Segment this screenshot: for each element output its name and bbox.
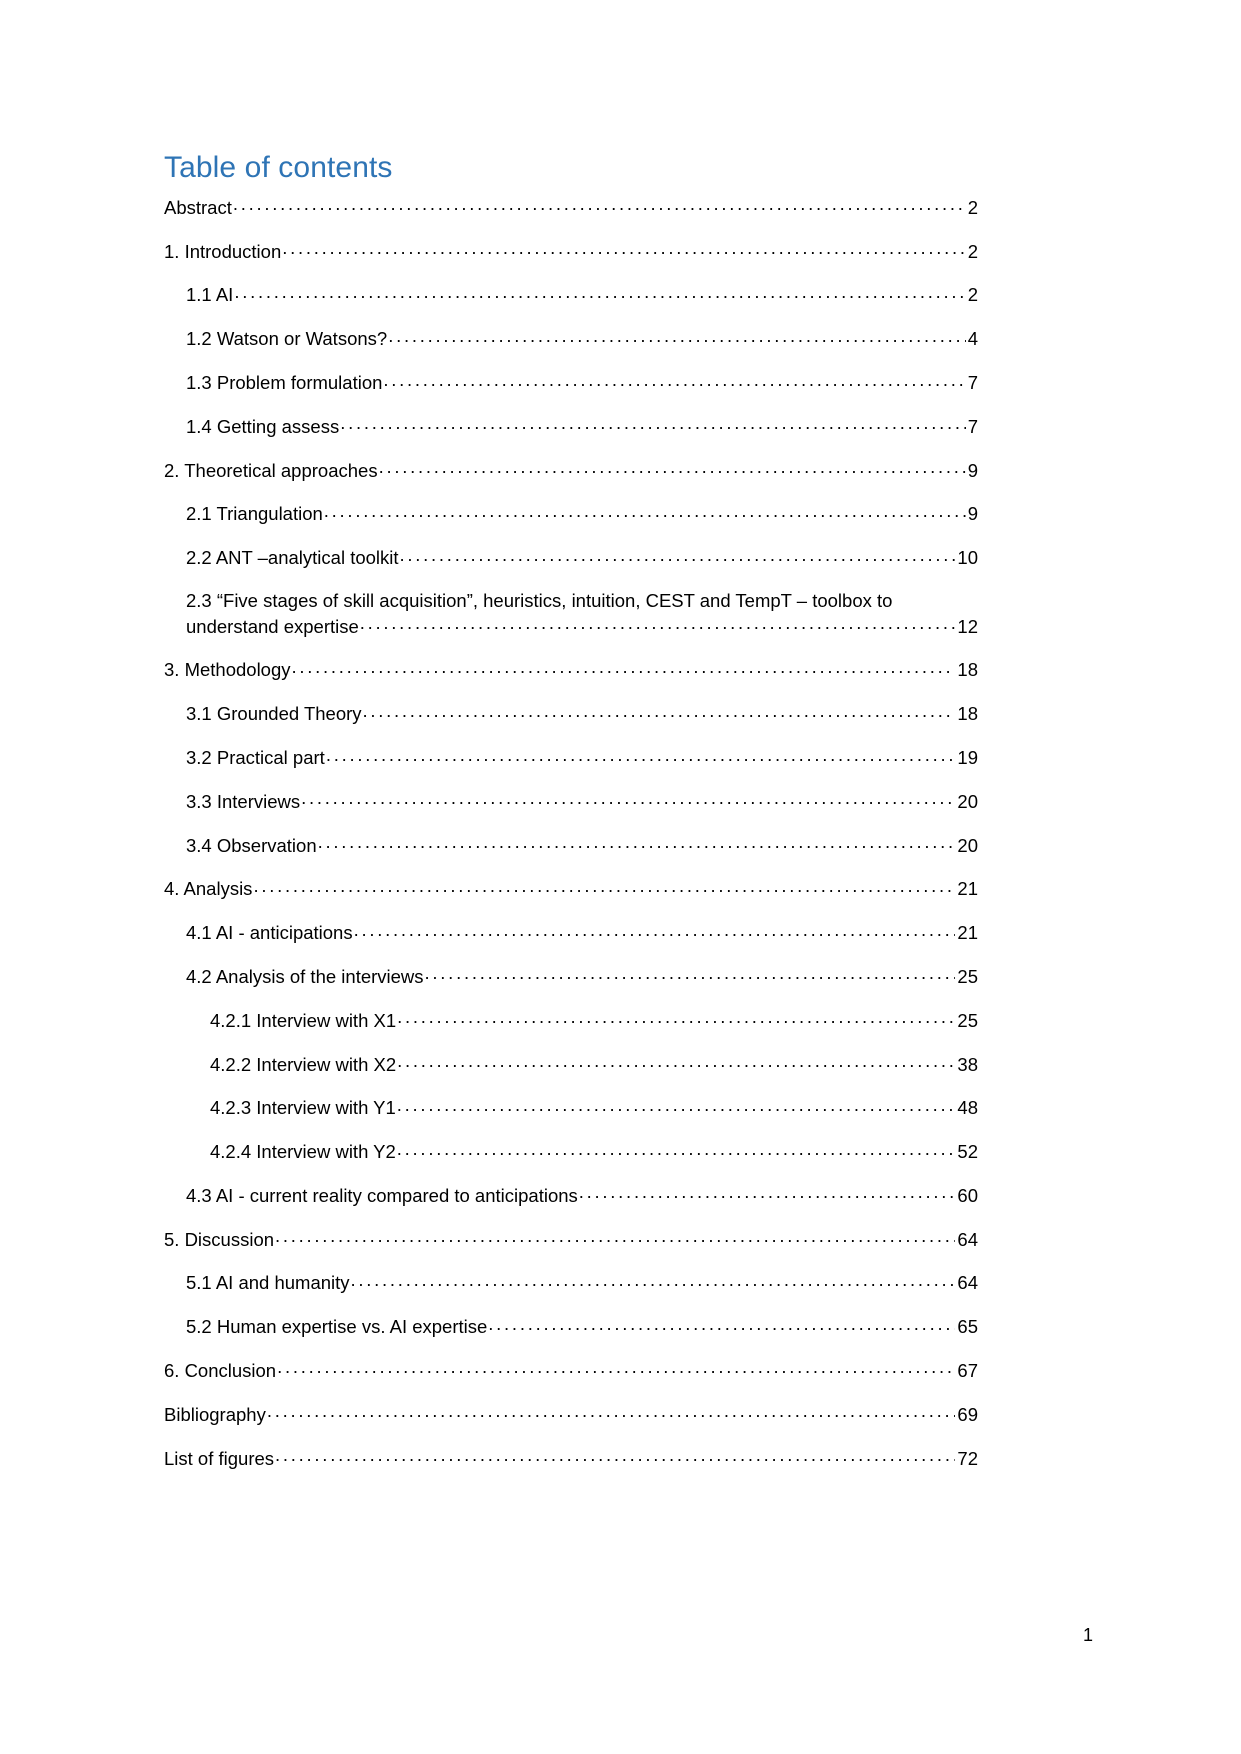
toc-entry-label: 5.1 AI and humanity bbox=[186, 1272, 350, 1294]
toc-leader-dots bbox=[488, 1315, 955, 1334]
toc-entry[interactable] bbox=[164, 1446, 978, 1471]
toc-leader-dots bbox=[354, 921, 956, 940]
toc-leader-dots bbox=[383, 371, 965, 390]
toc-entry[interactable] bbox=[164, 1096, 978, 1121]
toc-entry-label: 4.2 Analysis of the interviews bbox=[186, 965, 424, 987]
toc-entry[interactable] bbox=[164, 327, 978, 352]
toc-entry-page-number: 20 bbox=[957, 834, 978, 856]
toc-entry-page-number: 7 bbox=[967, 372, 978, 394]
toc-entry-page-number: 72 bbox=[957, 1447, 978, 1469]
toc-leader-dots bbox=[324, 502, 966, 521]
toc-entry[interactable] bbox=[164, 921, 978, 946]
toc-entry-label: 2.2 ANT –analytical toolkit bbox=[186, 547, 399, 569]
toc-entry[interactable] bbox=[164, 1227, 978, 1252]
toc-leader-dots bbox=[275, 1227, 955, 1246]
toc-leader-dots bbox=[253, 877, 955, 896]
toc-leader-dots bbox=[397, 1008, 955, 1027]
toc-leader-dots bbox=[397, 1096, 956, 1115]
toc-leader-dots bbox=[400, 546, 956, 565]
toc-container bbox=[164, 150, 978, 1490]
toc-entry-page-number: 7 bbox=[967, 415, 978, 437]
toc-entry[interactable] bbox=[164, 877, 978, 902]
toc-entry-label: 6. Conclusion bbox=[164, 1359, 277, 1381]
toc-entry[interactable] bbox=[164, 283, 978, 308]
toc-leader-dots bbox=[282, 239, 965, 258]
toc-entry-label: 4.1 AI - anticipations bbox=[186, 922, 353, 944]
toc-entry-label: Abstract bbox=[164, 196, 232, 218]
toc-entry[interactable] bbox=[164, 195, 978, 220]
toc-entry-label: 1.2 Watson or Watsons? bbox=[186, 328, 388, 350]
toc-entry-list bbox=[164, 195, 978, 1471]
toc-entry-label-line2: understand expertise bbox=[186, 615, 359, 637]
toc-entry-page-number: 60 bbox=[957, 1184, 978, 1206]
toc-entry-page-number: 21 bbox=[957, 878, 978, 900]
toc-entry-page-number: 2 bbox=[967, 196, 978, 218]
toc-entry-page-number: 64 bbox=[957, 1228, 978, 1250]
toc-entry-label: Bibliography bbox=[164, 1403, 266, 1425]
toc-entry-label: 3.3 Interviews bbox=[186, 790, 301, 812]
toc-entry-page-number: 67 bbox=[957, 1359, 978, 1381]
toc-leader-dots bbox=[397, 1052, 955, 1071]
toc-entry[interactable] bbox=[164, 1008, 978, 1033]
toc-leader-dots bbox=[234, 283, 965, 302]
toc-entry-page-number: 21 bbox=[957, 922, 978, 944]
toc-leader-dots bbox=[360, 614, 956, 633]
toc-entry-continuation bbox=[186, 614, 978, 639]
toc-entry-label: 1.4 Getting assess bbox=[186, 415, 340, 437]
toc-entry-page-number: 65 bbox=[957, 1316, 978, 1338]
toc-leader-dots bbox=[292, 658, 956, 677]
toc-entry[interactable] bbox=[164, 371, 978, 396]
toc-entry-page-number: 9 bbox=[967, 459, 978, 481]
toc-leader-dots bbox=[318, 833, 956, 852]
toc-leader-dots bbox=[326, 746, 956, 765]
toc-leader-dots bbox=[425, 964, 956, 983]
toc-entry[interactable] bbox=[164, 546, 978, 571]
toc-entry-label: 4. Analysis bbox=[164, 878, 253, 900]
toc-entry-page-number: 9 bbox=[967, 503, 978, 525]
toc-entry[interactable] bbox=[164, 1140, 978, 1165]
toc-entry[interactable] bbox=[164, 789, 978, 814]
toc-entry-label: 2.1 Triangulation bbox=[186, 503, 323, 525]
toc-leader-dots bbox=[351, 1271, 956, 1290]
toc-entry-label: 4.2.1 Interview with X1 bbox=[210, 1009, 397, 1031]
toc-entry[interactable] bbox=[164, 964, 978, 989]
toc-entry-label: 4.2.3 Interview with Y1 bbox=[210, 1097, 396, 1119]
toc-entry[interactable] bbox=[164, 1402, 978, 1427]
toc-entry-page-number: 18 bbox=[957, 659, 978, 681]
toc-entry-label: 4.2.4 Interview with Y2 bbox=[210, 1141, 396, 1163]
toc-entry-page-number: 38 bbox=[957, 1053, 978, 1075]
toc-entry[interactable] bbox=[164, 1183, 978, 1208]
toc-entry[interactable] bbox=[164, 746, 978, 771]
toc-leader-dots bbox=[301, 789, 955, 808]
toc-entry-label: 3. Methodology bbox=[164, 659, 291, 681]
toc-entry-page-number: 4 bbox=[967, 328, 978, 350]
toc-entry-label: 4.2.2 Interview with X2 bbox=[210, 1053, 397, 1075]
toc-entry-page-number: 10 bbox=[957, 547, 978, 569]
toc-entry-page-number: 69 bbox=[957, 1403, 978, 1425]
toc-leader-dots bbox=[275, 1446, 955, 1465]
toc-entry[interactable] bbox=[164, 702, 978, 727]
toc-leader-dots bbox=[267, 1402, 956, 1421]
toc-leader-dots bbox=[397, 1140, 956, 1159]
toc-entry-label: 4.3 AI - current reality compared to anticipations bbox=[186, 1184, 578, 1206]
toc-entry-page-number: 64 bbox=[957, 1272, 978, 1294]
toc-entry-label: 2. Theoretical approaches bbox=[164, 459, 378, 481]
toc-leader-dots bbox=[379, 458, 966, 477]
toc-entry[interactable] bbox=[164, 589, 978, 639]
footer-page-number: 1 bbox=[1082, 1625, 1093, 1645]
toc-entry[interactable] bbox=[164, 658, 978, 683]
toc-entry-label: 1.3 Problem formulation bbox=[186, 372, 383, 394]
toc-entry-label: 1. Introduction bbox=[164, 240, 282, 262]
toc-entry-page-number: 20 bbox=[957, 790, 978, 812]
toc-entry[interactable] bbox=[164, 1315, 978, 1340]
toc-entry-label: 3.2 Practical part bbox=[186, 747, 325, 769]
toc-leader-dots bbox=[233, 195, 966, 214]
toc-entry-page-number: 18 bbox=[957, 703, 978, 725]
toc-entry-page-number: 52 bbox=[957, 1141, 978, 1163]
toc-entry[interactable] bbox=[164, 458, 978, 483]
toc-entry-page-number: 12 bbox=[957, 615, 978, 637]
toc-leader-dots bbox=[363, 702, 956, 721]
toc-entry[interactable] bbox=[164, 239, 978, 264]
toc-entry-page-number: 25 bbox=[957, 1009, 978, 1031]
toc-entry-label: 5. Discussion bbox=[164, 1228, 275, 1250]
toc-entry-label: 2.3 “Five stages of skill acquisition”, heuristics, intuition, CEST and TempT – toolbox to bbox=[186, 590, 893, 612]
toc-entry-label: 5.2 Human expertise vs. AI expertise bbox=[186, 1316, 488, 1338]
toc-entry[interactable] bbox=[164, 1052, 978, 1077]
toc-entry[interactable] bbox=[164, 502, 978, 527]
toc-entry-page-number: 25 bbox=[957, 965, 978, 987]
toc-entry[interactable] bbox=[164, 1358, 978, 1383]
toc-leader-dots bbox=[340, 414, 965, 433]
toc-entry[interactable] bbox=[164, 833, 978, 858]
toc-entry[interactable] bbox=[164, 414, 978, 439]
toc-leader-dots bbox=[579, 1183, 956, 1202]
toc-leader-dots bbox=[277, 1358, 955, 1377]
page-title: Table of contents bbox=[164, 151, 393, 184]
toc-entry-label: 3.4 Observation bbox=[186, 834, 317, 856]
toc-leader-dots bbox=[388, 327, 966, 346]
toc-entry-page-number: 19 bbox=[957, 747, 978, 769]
toc-entry-page-number: 2 bbox=[967, 240, 978, 262]
toc-entry-label: 1.1 AI bbox=[186, 284, 234, 306]
toc-entry-label: 3.1 Grounded Theory bbox=[186, 703, 362, 725]
toc-entry-page-number: 2 bbox=[967, 284, 978, 306]
toc-entry[interactable] bbox=[164, 1271, 978, 1296]
toc-entry-label: List of figures bbox=[164, 1447, 275, 1469]
toc-entry-page-number: 48 bbox=[957, 1097, 978, 1119]
